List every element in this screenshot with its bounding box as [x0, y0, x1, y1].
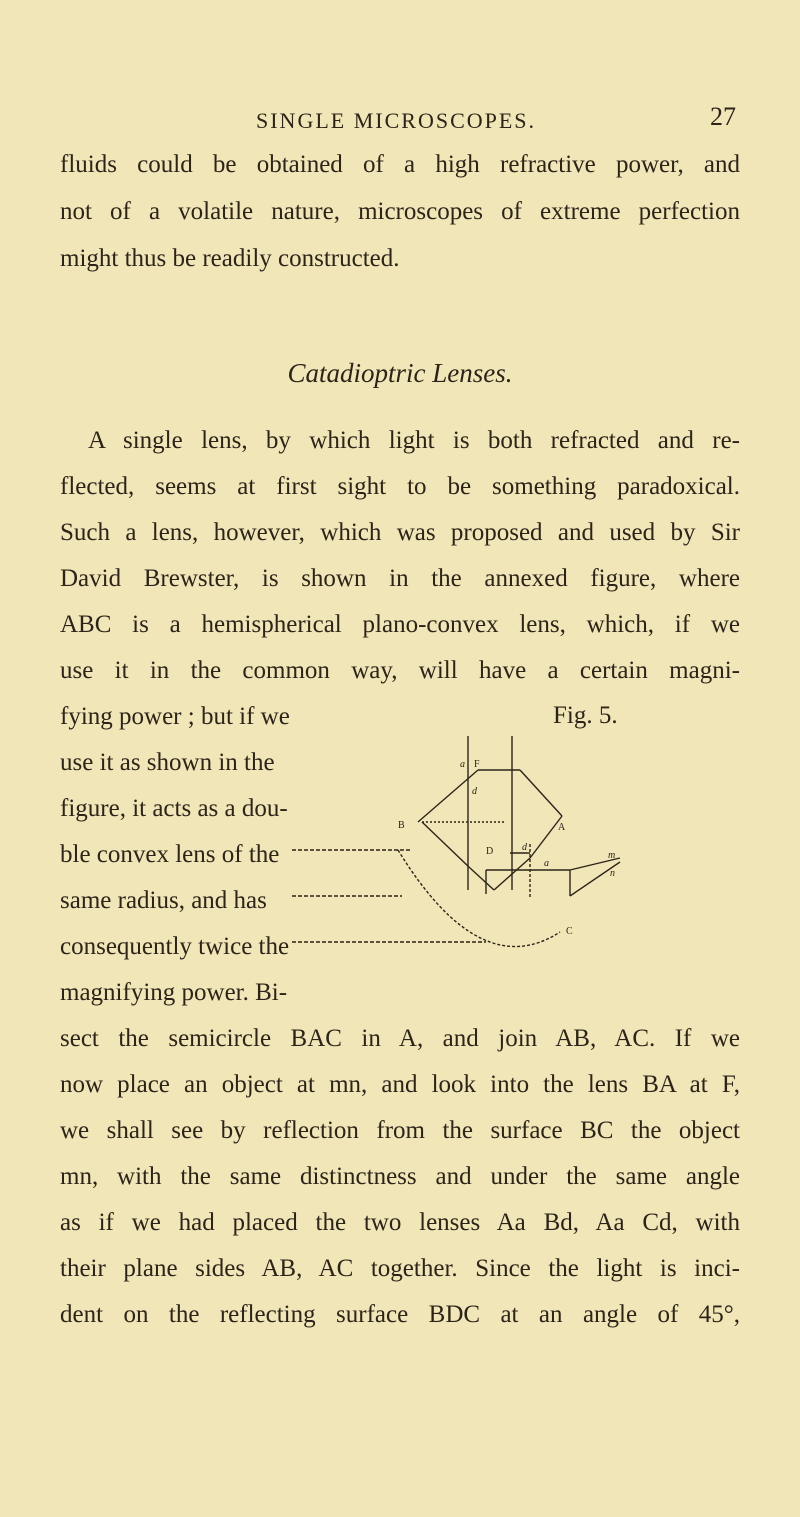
- label-d-upper: d: [472, 786, 477, 797]
- label-a: a: [460, 759, 465, 770]
- text-line: sect the semicircle BAC in A, and join AB, AC. If we: [60, 1025, 740, 1052]
- text-line: ABC is a hemispherical plano-convex lens, which, if we: [60, 611, 740, 638]
- text-line: David Brewster, is shown in the annexed figure, where: [60, 565, 740, 592]
- page-header: [0, 102, 800, 148]
- text-line: figure, it acts as a dou-: [60, 795, 288, 822]
- text-line: mn, with the same distinctness and under the same angle: [60, 1163, 740, 1190]
- label-c: C: [566, 926, 573, 937]
- text-line: consequently twice the: [60, 933, 290, 960]
- running-head: SINGLE MICROSCOPES.: [256, 108, 537, 133]
- line-b-d: [422, 822, 470, 868]
- text-line: ble convex lens of the: [60, 841, 280, 868]
- figure-caption: Fig. 5.: [553, 702, 618, 729]
- label-m: m: [608, 850, 616, 861]
- lens-figure: [290, 736, 630, 1006]
- label-a-lower: a: [544, 858, 549, 869]
- text-line: magnifying power. Bi-: [60, 979, 288, 1006]
- label-d: D: [486, 846, 494, 857]
- text-line: not of a volatile nature, microscopes of extreme perfection: [60, 198, 740, 225]
- text-line: might thus be readily constructed.: [60, 245, 400, 272]
- text-line: use it as shown in the: [60, 749, 275, 776]
- text-line: as if we had placed the two lenses Aa Bd, Aa Cd, with: [60, 1209, 740, 1236]
- text-line: dent on the reflecting surface BDC at an angle of 45°,: [60, 1301, 740, 1328]
- text-line: fluids could be obtained of a high refractive power, and: [60, 151, 740, 178]
- label-f: F: [474, 759, 480, 770]
- section-heading: Catadioptric Lenses.: [287, 358, 513, 388]
- label-d-lower: d: [522, 842, 527, 853]
- text-line: use it in the common way, will have a certain magni-: [60, 657, 740, 684]
- text-line: their plane sides AB, AC together. Since the light is inci-: [60, 1255, 740, 1282]
- label-a-upper: A: [558, 822, 566, 833]
- lens-edge-a: [520, 770, 562, 816]
- text-line: flected, seems at first sight to be something paradoxical.: [60, 473, 740, 500]
- text-line: we shall see by reflection from the surface BC the object: [60, 1117, 740, 1144]
- lens-edge-b: [418, 770, 478, 822]
- label-n: n: [610, 868, 615, 879]
- text-line: same radius, and has: [60, 887, 267, 914]
- text-line: fying power ; but if we: [60, 703, 290, 730]
- label-b: B: [398, 820, 405, 831]
- arc-lower: [398, 850, 560, 947]
- text-line: Such a lens, however, which was proposed and used by Sir: [60, 519, 740, 546]
- line-d-c: [470, 868, 494, 890]
- page-number: 27: [710, 102, 736, 131]
- text-line: now place an object at mn, and look into the lens BA at F,: [60, 1071, 740, 1098]
- lens-diagram: [290, 736, 630, 1006]
- text-line: A single lens, by which light is both refracted and re-: [88, 427, 740, 454]
